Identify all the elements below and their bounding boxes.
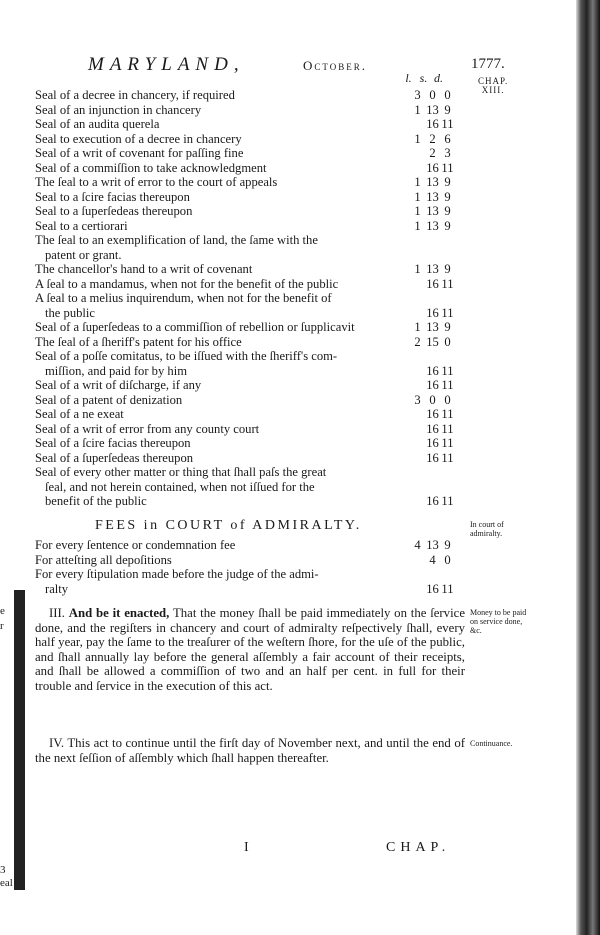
fee-text: A ſeal to a melius inquirendum, when not for the benefit of <box>35 291 332 305</box>
pounds-value: 3 <box>414 392 421 407</box>
fee-text: Seal to a ſcire facias thereupon <box>35 189 190 204</box>
facing-page-fragment: r <box>0 620 4 632</box>
pence-value: 3 <box>444 146 451 160</box>
fee-text: Seal of a ſuperſedeas thereupon <box>35 450 194 465</box>
section-text: That the money ſhall be paid immediately on the ſervice done, and the regiſters in chancery and court of admiralty reſpectively ſhall, every half year, pay the ſame to the treaſurer of the weſtern ſhore, for the uſe of the public, and ſhall annually lay before the general aſſembly a fair account of their receipts, and ſhall be allowed a commiſſion of two and an half per cent. in full for their trouble and ſervice in the execution of this act. <box>35 606 465 693</box>
fee-amount <box>410 132 455 147</box>
facing-page-edge <box>14 590 25 890</box>
pence-value: 9 <box>444 218 451 233</box>
fee-amount <box>410 88 455 103</box>
shillings-header: s. <box>419 71 428 85</box>
shillings-value: 13 <box>426 320 439 334</box>
shillings-value: 0 <box>429 88 436 102</box>
fee-text: Seal of a decree in chancery, if required <box>35 88 235 102</box>
fee-amount <box>410 161 455 176</box>
shillings-value: 13 <box>426 175 439 189</box>
shillings-value: 16 <box>426 581 439 596</box>
pence-value: 9 <box>444 538 451 552</box>
fee-text: Seal of a ſcire facias thereupon <box>35 436 191 450</box>
fee-amount <box>410 451 455 466</box>
fee-text: The ſeal of a ſheriff's patent for his office <box>35 334 242 349</box>
pence-value: 11 <box>441 421 454 436</box>
fee-amount <box>410 436 455 451</box>
pounds-value: 4 <box>414 538 421 552</box>
shillings-value: 16 <box>426 276 439 291</box>
pence-header: d. <box>434 71 443 85</box>
shillings-value: 16 <box>426 117 439 131</box>
shillings-value: 16 <box>426 160 439 175</box>
fee-description <box>35 553 406 568</box>
pence-value: 0 <box>444 392 451 407</box>
pence-value: 11 <box>441 378 454 392</box>
fee-amount <box>410 146 455 161</box>
shillings-value: 16 <box>426 450 439 465</box>
pounds-value <box>410 364 425 379</box>
fee-description <box>35 378 406 393</box>
fee-row <box>35 88 455 103</box>
shillings-value: 16 <box>426 378 439 392</box>
fee-description <box>35 393 406 408</box>
fee-description <box>35 422 406 437</box>
fee-amount <box>410 378 455 393</box>
enacting-clause: And be it enacted, <box>68 606 170 620</box>
pence-value: 11 <box>441 407 454 421</box>
pounds-value <box>410 277 425 292</box>
fee-row <box>35 262 455 277</box>
fee-description <box>35 538 406 553</box>
fee-amount <box>410 364 455 379</box>
pence-value: 11 <box>441 160 454 175</box>
pounds-value <box>410 378 425 393</box>
header-state: MARYLAND, <box>88 54 245 75</box>
pounds-value <box>410 407 425 422</box>
fee-description <box>35 175 406 190</box>
fee-text: Seal of a writ of error from any county court <box>35 421 260 436</box>
fee-row <box>35 233 455 262</box>
fee-amount <box>410 494 455 509</box>
shillings-value: 16 <box>426 421 439 436</box>
pounds-value <box>410 582 425 597</box>
fee-row <box>35 349 455 378</box>
shillings-value: 13 <box>426 218 439 233</box>
pounds-value <box>410 436 425 451</box>
fee-amount <box>410 190 455 205</box>
fee-text: Seal of a ſuperſedeas to a commiſſion of rebellion or ſupplicavit <box>35 320 355 334</box>
fee-text-continued: the public <box>45 305 96 320</box>
facing-page-fragment: 3 <box>0 864 6 876</box>
pence-value: 9 <box>444 102 451 117</box>
fee-amount <box>410 422 455 437</box>
fee-row <box>35 219 455 234</box>
fee-amount <box>410 393 455 408</box>
fee-text: Seal of a poſſe comitatus, to be iſſued with the ſheriff's com- <box>35 349 338 363</box>
fee-amount <box>410 335 455 350</box>
fee-text: Seal of every other matter or thing that ſhall paſs the great <box>35 465 327 479</box>
pounds-value: 1 <box>414 102 421 117</box>
pence-value: 0 <box>444 334 451 349</box>
fee-text: For atteſting all depoſitions <box>35 552 172 567</box>
chapter-number: XIII. <box>481 85 505 95</box>
fee-row <box>35 146 455 161</box>
fee-description <box>35 465 406 509</box>
fee-description <box>35 277 406 292</box>
fee-row <box>35 117 455 132</box>
pence-value: 11 <box>441 305 454 320</box>
shillings-value: 13 <box>426 538 439 552</box>
pounds-value: 2 <box>414 334 421 349</box>
section-number: IV. <box>49 736 65 750</box>
pounds-value: 1 <box>414 204 421 218</box>
fee-amount <box>410 407 455 422</box>
fee-text: The chancellor's hand to a writ of covenant <box>35 262 253 276</box>
fee-row <box>35 190 455 205</box>
pence-value: 11 <box>441 276 454 291</box>
fee-text: The ſeal to an exemplification of land, the ſame with the <box>35 233 318 247</box>
admiralty-fee-table <box>35 538 455 596</box>
pounds-value: 3 <box>414 88 421 102</box>
section-iv <box>35 736 465 765</box>
shillings-value: 2 <box>429 146 436 160</box>
pence-value: 11 <box>441 117 454 131</box>
fee-text: Seal of an audita querela <box>35 117 160 131</box>
pounds-value <box>410 494 425 509</box>
pence-value: 11 <box>441 436 454 450</box>
shillings-value: 13 <box>426 204 439 218</box>
currency-column-headers <box>401 71 446 85</box>
running-header <box>88 54 568 76</box>
catchword: CHAP. <box>386 840 451 855</box>
chapter-label: CHAP. <box>478 76 509 86</box>
pence-value: 11 <box>441 494 454 508</box>
pounds-value: 1 <box>414 262 421 276</box>
fee-text-continued: benefit of the public <box>45 494 147 508</box>
fee-amount <box>410 277 455 292</box>
pounds-value: 1 <box>414 175 421 189</box>
pence-value: 11 <box>441 581 454 596</box>
fee-description <box>35 291 406 320</box>
pence-value: 11 <box>441 363 454 378</box>
fee-amount <box>410 103 455 118</box>
margin-note-money: Money to be paid on service done, &c. <box>470 608 527 635</box>
book-binding-edge <box>576 0 600 935</box>
pence-value: 9 <box>444 262 451 276</box>
fee-description <box>35 407 406 422</box>
fee-description <box>35 88 406 103</box>
fee-description <box>35 103 406 118</box>
fee-amount <box>410 117 455 132</box>
pounds-value <box>410 553 425 568</box>
pence-value: 9 <box>444 175 451 189</box>
shillings-value: 13 <box>426 262 439 276</box>
pounds-value <box>410 146 425 161</box>
shillings-value: 15 <box>426 334 439 349</box>
pounds-value: 1 <box>414 131 421 146</box>
fee-text: Seal of a writ of diſcharge, if any <box>35 378 202 392</box>
fee-row <box>35 378 455 393</box>
pounds-value <box>410 161 425 176</box>
margin-note-continuance: Continuance. <box>470 739 513 748</box>
fee-description <box>35 204 406 219</box>
fee-amount <box>410 175 455 190</box>
margin-note-admiralty: In court of admiralty. <box>470 520 504 538</box>
pence-value: 9 <box>444 204 451 218</box>
fee-description <box>35 132 406 147</box>
pounds-value: 1 <box>414 320 421 334</box>
header-year: 1777. <box>471 56 505 72</box>
fee-text: For every ſtipulation made before the judge of the admi- <box>35 567 319 581</box>
shillings-value: 13 <box>426 189 439 204</box>
fee-description <box>35 436 406 451</box>
fee-amount <box>410 204 455 219</box>
fee-description <box>35 233 406 262</box>
section-text: This act to continue until the firſt day of November next, and until the end of the next ſeſſion of aſſembly which ſhall happen thereafter. <box>35 736 465 765</box>
fee-row <box>35 538 455 553</box>
shillings-value: 2 <box>429 131 436 146</box>
fee-amount <box>410 553 455 568</box>
section-number: III. <box>49 606 65 620</box>
fee-text-continued: ſeal, and not herein contained, when not iſſued for the <box>45 479 315 494</box>
fee-row <box>35 161 455 176</box>
fee-text: Seal to a ſuperſedeas thereupon <box>35 204 193 218</box>
fee-description <box>35 567 406 596</box>
fee-row <box>35 277 455 292</box>
fee-description <box>35 451 406 466</box>
fee-text-continued: ralty <box>45 581 69 596</box>
shillings-value: 4 <box>429 552 436 567</box>
fee-row <box>35 175 455 190</box>
fee-row <box>35 567 455 596</box>
shillings-value: 13 <box>426 102 439 117</box>
fee-text: Seal of a commiſſion to take acknowledgment <box>35 160 267 175</box>
fee-text: Seal to execution of a decree in chancery <box>35 131 242 146</box>
pence-value: 6 <box>444 131 451 146</box>
shillings-value: 16 <box>426 363 439 378</box>
fee-row <box>35 320 455 335</box>
pounds-header: l. <box>405 71 412 85</box>
pounds-value: 1 <box>414 218 421 233</box>
fee-text-continued: patent or grant. <box>45 247 122 262</box>
fee-text: A ſeal to a mandamus, when not for the benefit of the public <box>35 276 339 291</box>
pence-value: 0 <box>444 552 451 567</box>
fee-description <box>35 190 406 205</box>
pence-value: 9 <box>444 189 451 204</box>
fee-row <box>35 407 455 422</box>
fee-description <box>35 335 406 350</box>
fee-row <box>35 553 455 568</box>
fee-row <box>35 436 455 451</box>
pounds-value <box>410 451 425 466</box>
fee-text: The ſeal to a writ of error to the court of appeals <box>35 175 278 189</box>
fee-row <box>35 291 455 320</box>
fee-text: Seal to a certiorari <box>35 218 128 233</box>
fee-description <box>35 219 406 234</box>
fee-description <box>35 161 406 176</box>
fee-amount <box>410 582 455 597</box>
pounds-value <box>410 117 425 132</box>
fee-row <box>35 465 455 509</box>
fee-row <box>35 451 455 466</box>
pounds-value: 1 <box>414 189 421 204</box>
fee-description <box>35 117 406 132</box>
shillings-value: 16 <box>426 436 439 450</box>
pence-value: 11 <box>441 450 454 465</box>
fee-text: Seal of a ne exeat <box>35 407 124 421</box>
shillings-value: 16 <box>426 305 439 320</box>
chancery-fee-table <box>35 88 455 509</box>
fee-row <box>35 422 455 437</box>
fee-description <box>35 146 406 161</box>
fee-row <box>35 335 455 350</box>
pence-value: 9 <box>444 320 451 334</box>
fee-amount <box>410 306 455 321</box>
fee-text: Seal of an injunction in chancery <box>35 102 202 117</box>
signature-mark: I <box>244 840 249 855</box>
pounds-value <box>410 306 425 321</box>
shillings-value: 16 <box>426 494 439 508</box>
fee-row <box>35 103 455 118</box>
fee-text-continued: miſſion, and paid for by him <box>45 363 188 378</box>
fee-amount <box>410 219 455 234</box>
admiralty-heading: FEES in COURT of ADMIRALTY. <box>95 518 362 533</box>
section-iii <box>35 606 465 694</box>
fee-text: Seal of a writ of covenant for paſſing fine <box>35 146 244 160</box>
fee-row <box>35 132 455 147</box>
fee-description <box>35 349 406 378</box>
fee-text: Seal of a patent of denization <box>35 392 183 407</box>
fee-description <box>35 320 406 335</box>
fee-amount <box>410 538 455 553</box>
pence-value: 0 <box>444 88 451 102</box>
pounds-value <box>410 422 425 437</box>
facing-page-fragment: e <box>0 605 5 617</box>
facing-page-fragment: eal <box>0 877 13 889</box>
fee-row <box>35 393 455 408</box>
header-month: October. <box>303 58 367 73</box>
chapter-note <box>478 77 508 95</box>
shillings-value: 16 <box>426 407 439 421</box>
fee-text: For every ſentence or condemnation fee <box>35 538 236 552</box>
fee-amount <box>410 320 455 335</box>
fee-amount <box>410 262 455 277</box>
fee-row <box>35 204 455 219</box>
fee-description <box>35 262 406 277</box>
shillings-value: 0 <box>429 392 436 407</box>
